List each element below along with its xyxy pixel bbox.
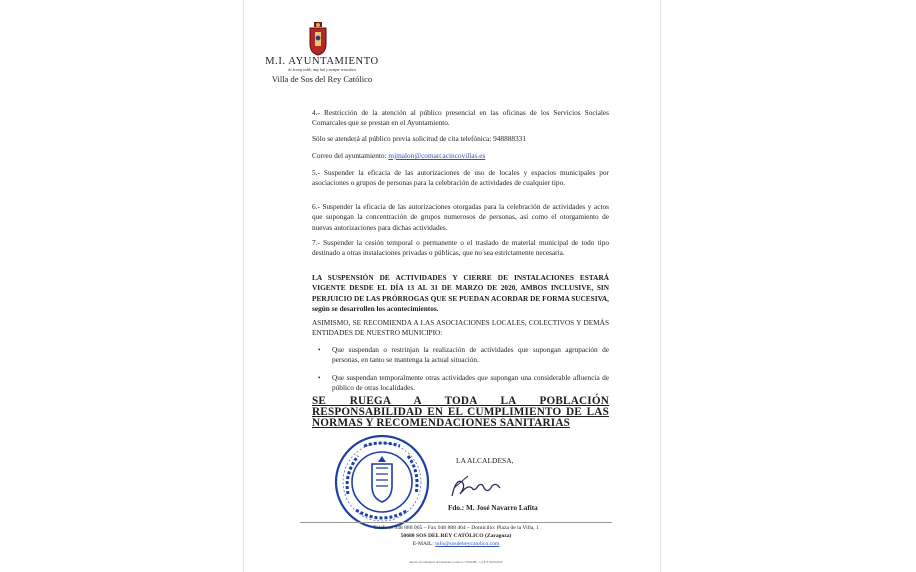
paragraph-7: 7.- Suspender la cesión temporal o permanente o el traslado de material municipal de todo tipo destinado a otras instalaciones privadas o públicas, que no sea estrictamente necesaria. — [312, 238, 609, 258]
suspension-bold: LA SUSPENSIÓN DE ACTIVIDADES Y CIERRE DE INSTALACIONES ESTARÁ VIGENTE DESDE EL DÍA 13 AL 31 DE MARZO DE 2020, AMBOS INCLUSIVE, SIN PERJUICIO DE LAS PRÓRROGAS QUE SE PUEDAN ACORDAR DE FORMA SUCESIVA, — [312, 273, 609, 303]
paragraph-4: 4.- Restricción de la atención al público presencial en las oficinas de los Servicios Sociales Comarcales que se prestan en el Ayuntamiento. — [312, 108, 609, 128]
footer-email-link[interactable]: info@sosdelreycatolico.com — [435, 541, 500, 547]
footer-divider — [300, 522, 612, 523]
paragraph-5: 5.- Suspender la eficacia de las autorizaciones de uso de locales y espacios municipales por asociaciones o grupos de personas para la celebración de actividades de cualquier tipo. — [312, 168, 609, 188]
bullet-item: Que suspendan o restrinjan la realización de actividades que supongan agrupación de personas, en tanto se mantenga la actual situación. — [332, 345, 609, 365]
footer-email-line — [300, 541, 612, 548]
footer-address: 50680 SOS DEL REY CATÓLICO (Zaragoza) — [400, 533, 512, 539]
header-title: M.I. AYUNTAMIENTO — [265, 56, 379, 67]
suspension-tail: según se desarrollen los acontecimientos. — [312, 304, 439, 314]
header-villa: Villa de Sos del Rey Católico — [271, 74, 373, 84]
suspension-paragraph — [312, 273, 609, 315]
email-link[interactable]: mjmalon@comarcacincovillas.es — [388, 151, 486, 160]
footer-registry: Inscrito en el Registro de Entidades Locales n.º 01502480 – C.I.F. P-5025100-H — [409, 560, 503, 564]
page-edge-right — [660, 0, 661, 572]
email-label: Correo del ayuntamiento: — [312, 151, 387, 160]
recommend-paragraph: ASIMISMO, SE RECOMIENDA A LAS ASOCIACIONES LOCALES, COLECTIVOS Y DEMÁS ENTIDADES DE NUESTRO MUNICIPIO: — [312, 318, 609, 338]
bullet-item: Que suspendan temporalmente otras actividades que supongan una considerable afluencia de público de otras localidades. — [332, 373, 609, 393]
bullet-dot: • — [318, 346, 321, 354]
appeal-heading: SE RUEGA A TODA LA POBLACIÓN RESPONSABILIDAD EN EL CUMPLIMIENTO DE LAS NORMAS Y RECOMENDACIONES SANITARIAS — [312, 395, 609, 430]
coat-of-arms-icon — [307, 22, 329, 56]
municipal-seal-icon — [334, 434, 430, 530]
footer-email-label: E-MAIL: — [412, 541, 434, 547]
phone-line: Sólo se atenderá al público previa solicitud de cita telefónica: 948888331 — [312, 134, 526, 143]
signer-name: Fdo.: M. José Navarro Lafita — [448, 504, 538, 512]
footer-contact: Teléfono 948 888 065 – Fax 948 888 464 – Domicilio: Plaza de la Villa, 1 — [373, 525, 539, 531]
email-line — [312, 151, 609, 161]
bullet-dot: • — [318, 374, 321, 382]
handwritten-signature-icon — [448, 474, 504, 502]
header-motto: de la muy noble, muy leal y siempre vencedora — [288, 68, 356, 72]
signature-role: LA ALCALDESA, — [456, 456, 514, 465]
page-edge-left — [243, 0, 244, 572]
paragraph-6: 6.- Suspender la eficacia de las autorizaciones otorgadas para la celebración de actividades y actos que supongan la concentración de grupos numerosos de personas, así como el otorgamiento de nuevas autorizaciones para dichas actividades. — [312, 202, 609, 232]
